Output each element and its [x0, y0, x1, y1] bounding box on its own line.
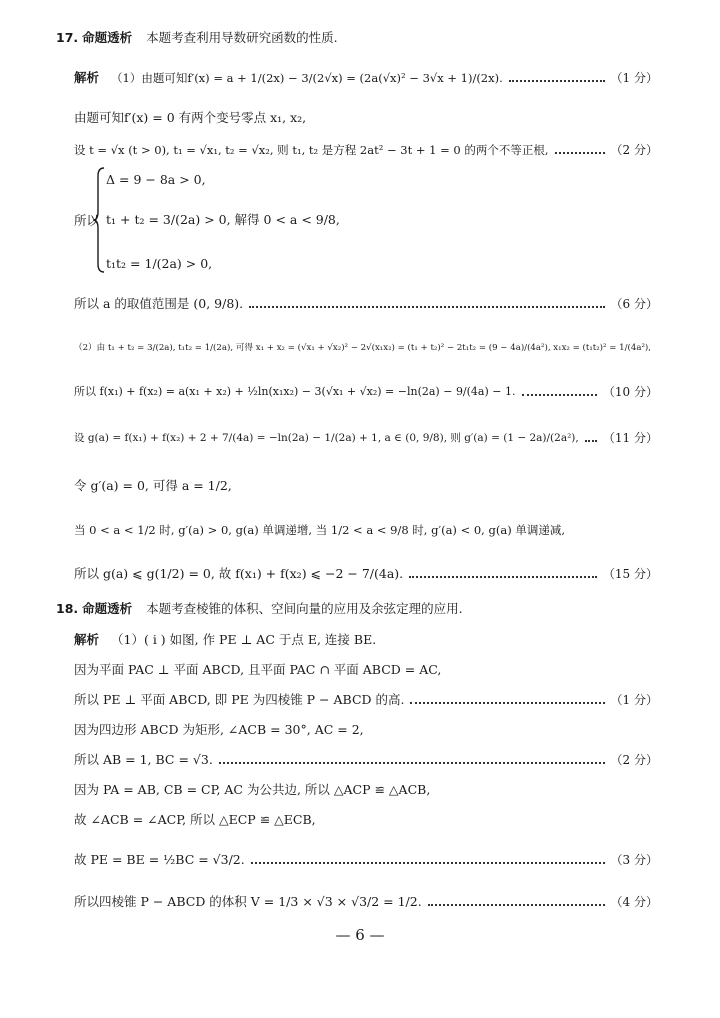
q18-title-label: 命题透析: [82, 601, 133, 616]
leader-dots: [555, 152, 605, 154]
q17-line-text: 由题可知f′(x) = 0 有两个变号零点 x₁, x₂,: [74, 110, 307, 125]
q18-line-1: [74, 632, 658, 648]
leader-dots: [509, 80, 605, 82]
q18-line-4: [74, 722, 658, 738]
q18-line-text: 故 ∠ACB = ∠ACP, 所以 △ECP ≌ △ECB,: [74, 812, 316, 827]
q18-analysis-label: 解析: [74, 632, 100, 647]
q17-line-sum: [74, 384, 658, 400]
q17-line-1: [74, 70, 658, 86]
leader-dots: [428, 904, 605, 906]
q18-header: [56, 601, 658, 617]
leader-dots: [522, 394, 597, 396]
q17-line-conclusion: [74, 566, 658, 582]
q17-line-points: （6 分）: [610, 297, 658, 311]
q17-line-text: 设 g(a) = f(x₁) + f(x₂) + 2 + 7/(4a) = −ln(2a) − 1/(2a) + 1, a ∈ (0, 9/8), 则 g′(a) = (1 − 2a)/(2a²),: [74, 432, 579, 444]
q17-line-text: 设 t = √x (t > 0), t₁ = √x₁, t₂ = √x₂, 则 t₁, t₂ 是方程 2at² − 3t + 1 = 0 的两个不等正根,: [74, 143, 549, 157]
q17-line-points: （11 分）: [602, 431, 658, 445]
leader-dots: [251, 862, 605, 864]
q17-line-text: 所以 a 的取值范围是 (0, 9/8).: [74, 296, 244, 311]
q17-line-text: 当 0 < a < 1/2 时, g′(a) > 0, g(a) 单调递增, 当 1/2 < a < 9/8 时, g′(a) < 0, g(a) 单调递减,: [74, 523, 565, 537]
q18-line-text: 所以四棱锥 P − ABCD 的体积 V = 1/3 × √3 × √3/2 = 1/2.: [74, 894, 422, 909]
page-number: — 6 —: [335, 926, 385, 944]
q17-header: [56, 30, 658, 46]
q18-line-3: [74, 692, 658, 708]
q17-line-points: （2 分）: [610, 143, 658, 157]
q17-line-range: [74, 296, 658, 312]
q17-line-monotone: [74, 522, 658, 538]
q17-title-text: 本题考查利用导数研究函数的性质.: [146, 30, 338, 45]
leader-dots: [249, 306, 604, 308]
q18-line-text: 因为平面 PAC ⊥ 平面 ABCD, 且平面 PAC ∩ 平面 ABCD = AC,: [74, 662, 442, 677]
q18-line-points: （2 分）: [610, 753, 658, 767]
q17-line-text: 所以 g(a) ⩽ g(1/2) = 0, 故 f(x₁) + f(x₂) ⩽ −2 − 7/(4a).: [74, 566, 404, 581]
leader-dots: [585, 440, 597, 442]
q18-line-6: [74, 782, 658, 798]
q17-line-3: [74, 142, 658, 158]
q17-line-text: 令 g′(a) = 0, 可得 a = 1/2,: [74, 478, 232, 493]
q17-line-text: （1）由题可知f′(x) = a + 1/(2x) − 3/(2√x) = (2a(√x)² − 3√x + 1)/(2x).: [111, 71, 503, 85]
leader-dots: [410, 702, 604, 704]
q18-line-2: [74, 662, 658, 678]
q18-line-points: （4 分）: [610, 895, 658, 909]
q17-line-text: t₁t₂ = 1/(2a) > 0,: [106, 256, 213, 271]
q17-line-points: （10 分）: [602, 385, 658, 399]
q17-line-text: 所以 f(x₁) + f(x₂) = a(x₁ + x₂) + ½ln(x₁x₂) − 3(√x₁ + √x₂) = −ln(2a) − 9/(4a) − 1.: [74, 385, 516, 398]
q17-analysis-label: 解析: [74, 70, 100, 85]
q17-line-text: （2）由 t₁ + t₂ = 3/(2a), t₁t₂ = 1/(2a), 可得 x₁ + x₂ = (√x₁ + √x₂)² − 2√(x₁x₂) = (t₁ + t₂)² − 2t₁t₂ = (9 − 4a)/(4a²), x₁x₂ = (t₁t₂)² = 1/(4a²),: [74, 343, 651, 353]
q17-system-line-3: [106, 256, 658, 272]
q17-system-line-1: [106, 172, 658, 188]
q18-line-5: [74, 752, 658, 768]
q17-number: 17.: [56, 30, 79, 45]
q17-line-text: Δ = 9 − 8a > 0,: [106, 172, 206, 187]
q17-line-text: t₁ + t₂ = 3/(2a) > 0, 解得 0 < a < 9/8,: [106, 212, 340, 227]
q18-line-points: （3 分）: [610, 853, 658, 867]
q17-line-points: （1 分）: [610, 71, 658, 85]
q18-line-text: 因为 PA = AB, CB = CP, AC 为公共边, 所以 △ACP ≌ △ACB,: [74, 782, 431, 797]
q17-line-part2: [74, 340, 658, 356]
q17-line-points: （15 分）: [602, 567, 658, 581]
q18-line-text: 所以 AB = 1, BC = √3.: [74, 752, 213, 767]
q18-number: 18.: [56, 601, 79, 616]
q17-system-line-2: [106, 212, 658, 228]
q18-line-9: [74, 894, 658, 910]
q17-line-zero: [74, 478, 658, 494]
q18-line-points: （1 分）: [610, 693, 658, 707]
q18-line-8: [74, 852, 658, 868]
q18-line-text: （1）( ⅰ ) 如图, 作 PE ⊥ AC 于点 E, 连接 BE.: [111, 632, 377, 647]
leader-dots: [409, 576, 597, 578]
leader-dots: [219, 762, 605, 764]
q17-line-2: [74, 110, 658, 126]
q17-line-g: [74, 430, 658, 446]
q18-line-7: [74, 812, 658, 828]
q18-line-text: 故 PE = BE = ½BC = √3/2.: [74, 852, 245, 867]
q17-line-text: 所以: [74, 213, 100, 228]
q18-line-text: 所以 PE ⊥ 平面 ABCD, 即 PE 为四棱锥 P − ABCD 的高.: [74, 692, 405, 707]
q17-title-label: 命题透析: [82, 30, 133, 45]
q18-line-text: 因为四边形 ABCD 为矩形, ∠ACB = 30°, AC = 2,: [74, 722, 364, 737]
q18-title-text: 本题考查棱锥的体积、空间向量的应用及余弦定理的应用.: [146, 601, 463, 616]
